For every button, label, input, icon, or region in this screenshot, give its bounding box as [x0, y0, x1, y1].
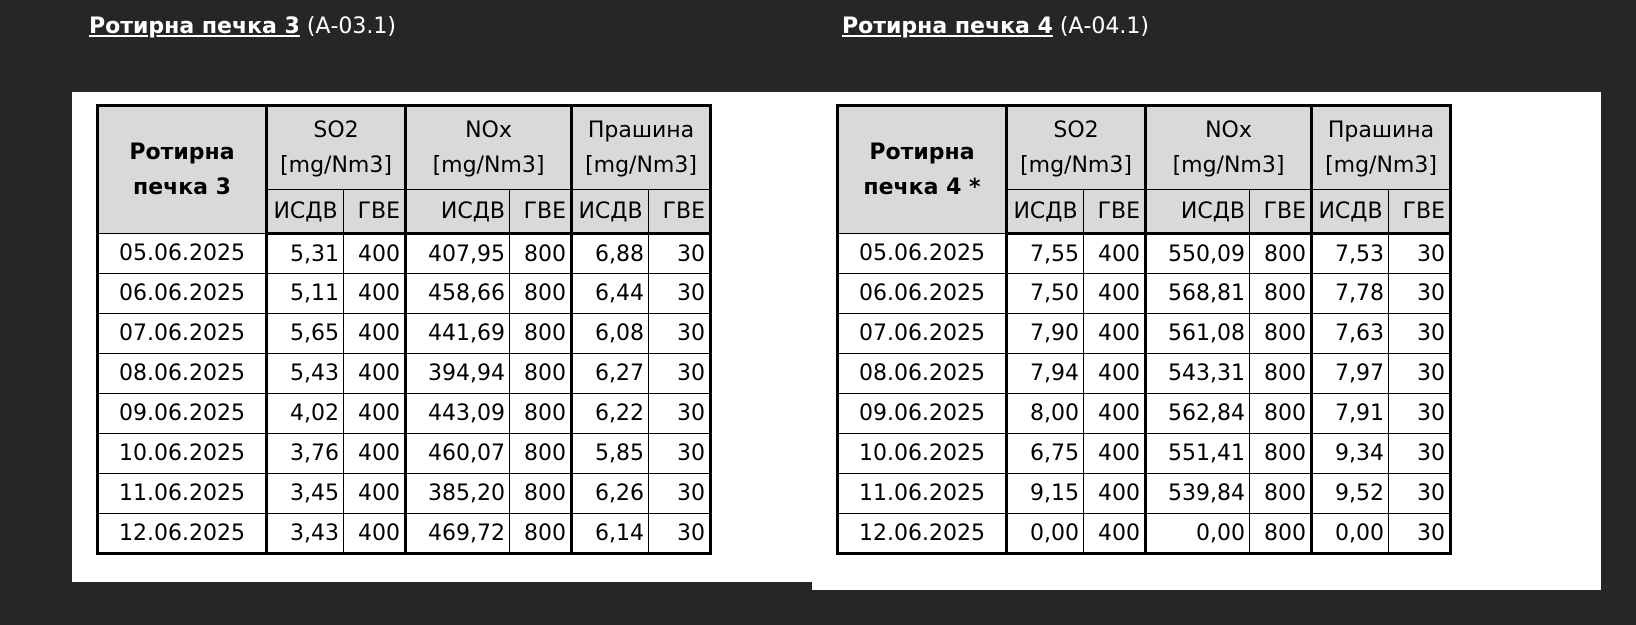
so2-isdv-cell: 8,00: [1007, 394, 1084, 434]
so2-isdv-cell: 5,43: [267, 354, 344, 394]
dust-gve-cell: 30: [1389, 274, 1451, 314]
dust-isdv-cell: 0,00: [1312, 514, 1389, 554]
so2-isdv-cell: 5,65: [267, 314, 344, 354]
nox-isdv-cell: 443,09: [406, 394, 510, 434]
dust-gve-cell: 30: [649, 274, 711, 314]
date-cell: 07.06.2025: [838, 314, 1007, 354]
table-row: [98, 434, 711, 474]
table-row: [838, 474, 1451, 514]
subheader-gve: ГВЕ: [344, 190, 406, 234]
table-row: [838, 434, 1451, 474]
table-panel-kiln-4: [812, 92, 1601, 590]
nox-isdv-cell: 562,84: [1146, 394, 1250, 434]
date-cell: 09.06.2025: [98, 394, 267, 434]
subheader-isdv: ИСДВ: [572, 190, 649, 234]
so2-gve-cell: 400: [1084, 474, 1146, 514]
dust-gve-cell: 30: [1389, 394, 1451, 434]
date-cell: 09.06.2025: [838, 394, 1007, 434]
dust-isdv-cell: 6,44: [572, 274, 649, 314]
so2-gve-cell: 400: [344, 274, 406, 314]
so2-isdv-cell: 4,02: [267, 394, 344, 434]
section-title-code: (А-04.1): [1059, 14, 1149, 39]
dust-isdv-cell: 6,14: [572, 514, 649, 554]
so2-gve-cell: 400: [344, 394, 406, 434]
so2-gve-cell: 400: [1084, 394, 1146, 434]
so2-gve-cell: 400: [1084, 514, 1146, 554]
nox-gve-cell: 800: [1250, 394, 1312, 434]
group-header-nox: NOx [mg/Nm3]: [406, 106, 572, 190]
date-cell: 06.06.2025: [98, 274, 267, 314]
dust-isdv-cell: 7,97: [1312, 354, 1389, 394]
date-cell: 11.06.2025: [98, 474, 267, 514]
nox-isdv-cell: 469,72: [406, 514, 510, 554]
so2-gve-cell: 400: [1084, 354, 1146, 394]
subheader-isdv: ИСДВ: [1007, 190, 1084, 234]
table-row: [838, 274, 1451, 314]
row-header-cell: Ротирна печка 4 *: [838, 106, 1007, 234]
dust-isdv-cell: 7,53: [1312, 234, 1389, 274]
nox-gve-cell: 800: [510, 314, 572, 354]
nox-gve-cell: 800: [510, 354, 572, 394]
so2-isdv-cell: 0,00: [1007, 514, 1084, 554]
nox-gve-cell: 800: [1250, 314, 1312, 354]
dust-gve-cell: 30: [649, 514, 711, 554]
so2-isdv-cell: 7,50: [1007, 274, 1084, 314]
group-header-nox: NOx [mg/Nm3]: [1146, 106, 1312, 190]
dust-isdv-cell: 9,34: [1312, 434, 1389, 474]
nox-gve-cell: 800: [1250, 514, 1312, 554]
dust-gve-cell: 30: [649, 314, 711, 354]
so2-gve-cell: 400: [1084, 234, 1146, 274]
subheader-gve: ГВЕ: [510, 190, 572, 234]
nox-gve-cell: 800: [510, 394, 572, 434]
date-cell: 10.06.2025: [838, 434, 1007, 474]
so2-isdv-cell: 9,15: [1007, 474, 1084, 514]
subheader-isdv: ИСДВ: [1312, 190, 1389, 234]
dust-gve-cell: 30: [1389, 234, 1451, 274]
nox-gve-cell: 800: [1250, 354, 1312, 394]
date-cell: 08.06.2025: [838, 354, 1007, 394]
date-cell: 05.06.2025: [838, 234, 1007, 274]
so2-isdv-cell: 7,94: [1007, 354, 1084, 394]
so2-gve-cell: 400: [344, 514, 406, 554]
table-row: [838, 394, 1451, 434]
group-header-dust: Прашина [mg/Nm3]: [1312, 106, 1451, 190]
nox-isdv-cell: 394,94: [406, 354, 510, 394]
so2-gve-cell: 400: [344, 314, 406, 354]
so2-isdv-cell: 5,31: [267, 234, 344, 274]
nox-gve-cell: 800: [1250, 434, 1312, 474]
dust-isdv-cell: 7,63: [1312, 314, 1389, 354]
nox-isdv-cell: 550,09: [1146, 234, 1250, 274]
nox-isdv-cell: 385,20: [406, 474, 510, 514]
nox-isdv-cell: 460,07: [406, 434, 510, 474]
table-row: [98, 274, 711, 314]
date-cell: 06.06.2025: [838, 274, 1007, 314]
emissions-table-kiln-4: [836, 104, 1452, 555]
table-body: [838, 234, 1451, 554]
dust-gve-cell: 30: [649, 234, 711, 274]
nox-gve-cell: 800: [510, 234, 572, 274]
so2-gve-cell: 400: [344, 474, 406, 514]
section-title-main: Ротирна печка 4: [842, 14, 1053, 39]
so2-gve-cell: 400: [1084, 274, 1146, 314]
so2-isdv-cell: 7,90: [1007, 314, 1084, 354]
section-title-kiln-3: [89, 14, 396, 39]
table-row: [98, 234, 711, 274]
so2-isdv-cell: 7,55: [1007, 234, 1084, 274]
date-cell: 12.06.2025: [98, 514, 267, 554]
date-cell: 05.06.2025: [98, 234, 267, 274]
nox-isdv-cell: 543,31: [1146, 354, 1250, 394]
nox-isdv-cell: 551,41: [1146, 434, 1250, 474]
group-header-so2: SO2 [mg/Nm3]: [1007, 106, 1146, 190]
date-cell: 07.06.2025: [98, 314, 267, 354]
emissions-table-kiln-3: [96, 104, 712, 555]
dust-gve-cell: 30: [1389, 354, 1451, 394]
nox-isdv-cell: 568,81: [1146, 274, 1250, 314]
so2-isdv-cell: 3,76: [267, 434, 344, 474]
nox-isdv-cell: 539,84: [1146, 474, 1250, 514]
nox-isdv-cell: 441,69: [406, 314, 510, 354]
nox-gve-cell: 800: [510, 474, 572, 514]
date-cell: 10.06.2025: [98, 434, 267, 474]
date-cell: 08.06.2025: [98, 354, 267, 394]
section-title-code: (А-03.1): [306, 14, 396, 39]
table-row: [98, 514, 711, 554]
so2-isdv-cell: 5,11: [267, 274, 344, 314]
dust-isdv-cell: 7,78: [1312, 274, 1389, 314]
dust-gve-cell: 30: [649, 394, 711, 434]
dust-isdv-cell: 7,91: [1312, 394, 1389, 434]
nox-isdv-cell: 407,95: [406, 234, 510, 274]
nox-gve-cell: 800: [510, 514, 572, 554]
dust-gve-cell: 30: [1389, 434, 1451, 474]
subheader-isdv: ИСДВ: [1146, 190, 1250, 234]
table-panel-kiln-3: [72, 92, 812, 582]
section-title-kiln-4: [842, 14, 1149, 39]
row-header-cell: Ротирна печка 3: [98, 106, 267, 234]
section-title-main: Ротирна печка 3: [89, 14, 300, 39]
subheader-gve: ГВЕ: [1389, 190, 1451, 234]
dust-gve-cell: 30: [649, 354, 711, 394]
dust-gve-cell: 30: [1389, 314, 1451, 354]
nox-gve-cell: 800: [1250, 234, 1312, 274]
dust-gve-cell: 30: [1389, 514, 1451, 554]
dust-isdv-cell: 6,88: [572, 234, 649, 274]
nox-gve-cell: 800: [510, 274, 572, 314]
subheader-isdv: ИСДВ: [406, 190, 510, 234]
so2-gve-cell: 400: [344, 354, 406, 394]
so2-gve-cell: 400: [344, 234, 406, 274]
so2-isdv-cell: 3,43: [267, 514, 344, 554]
nox-isdv-cell: 561,08: [1146, 314, 1250, 354]
dust-isdv-cell: 6,22: [572, 394, 649, 434]
group-header-dust: Прашина [mg/Nm3]: [572, 106, 711, 190]
dust-isdv-cell: 6,08: [572, 314, 649, 354]
so2-isdv-cell: 6,75: [1007, 434, 1084, 474]
nox-gve-cell: 800: [1250, 274, 1312, 314]
so2-gve-cell: 400: [1084, 314, 1146, 354]
table-row: [98, 314, 711, 354]
table-row: [838, 234, 1451, 274]
nox-gve-cell: 800: [1250, 474, 1312, 514]
dust-gve-cell: 30: [1389, 474, 1451, 514]
subheader-gve: ГВЕ: [1084, 190, 1146, 234]
subheader-isdv: ИСДВ: [267, 190, 344, 234]
dust-isdv-cell: 9,52: [1312, 474, 1389, 514]
nox-isdv-cell: 458,66: [406, 274, 510, 314]
date-cell: 11.06.2025: [838, 474, 1007, 514]
subheader-gve: ГВЕ: [1250, 190, 1312, 234]
table-row: [838, 314, 1451, 354]
so2-isdv-cell: 3,45: [267, 474, 344, 514]
table-row: [838, 354, 1451, 394]
dust-isdv-cell: 5,85: [572, 434, 649, 474]
table-row: [98, 354, 711, 394]
so2-gve-cell: 400: [344, 434, 406, 474]
dust-isdv-cell: 6,26: [572, 474, 649, 514]
table-row: [98, 394, 711, 434]
date-cell: 12.06.2025: [838, 514, 1007, 554]
dust-gve-cell: 30: [649, 434, 711, 474]
so2-gve-cell: 400: [1084, 434, 1146, 474]
table-row: [98, 474, 711, 514]
dust-isdv-cell: 6,27: [572, 354, 649, 394]
table-body: [98, 234, 711, 554]
dust-gve-cell: 30: [649, 474, 711, 514]
subheader-gve: ГВЕ: [649, 190, 711, 234]
nox-gve-cell: 800: [510, 434, 572, 474]
nox-isdv-cell: 0,00: [1146, 514, 1250, 554]
table-row: [838, 514, 1451, 554]
group-header-so2: SO2 [mg/Nm3]: [267, 106, 406, 190]
